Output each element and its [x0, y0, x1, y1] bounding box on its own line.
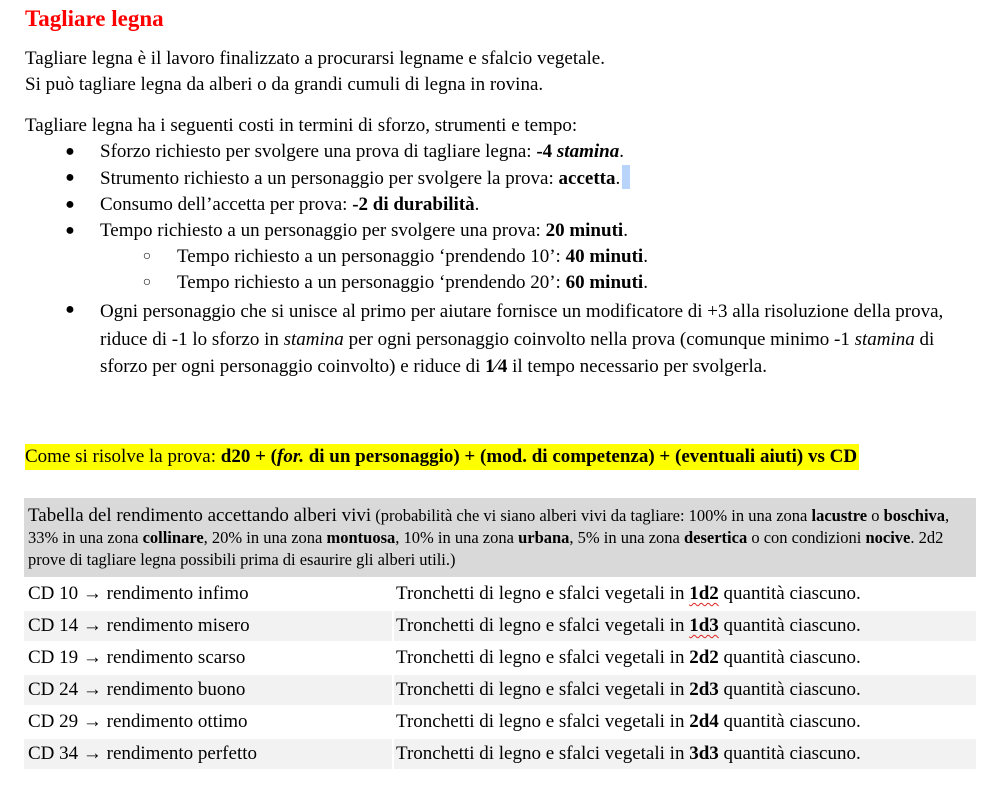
costs-list — [0, 139, 1000, 381]
yield-table — [24, 498, 976, 769]
yield-cell: Tronchetti di legno e sfalci vegetali in 1d3 quantità ciascuno. — [394, 611, 976, 641]
dice-value: 1d2 — [689, 583, 719, 604]
cost-subitem-take10: ○ Tempo richiesto a un personaggio ‘prendendo 10’: 40 minuti. — [0, 244, 1000, 270]
text-selection-caret — [622, 165, 630, 189]
yield-cell: Tronchetti di legno e sfalci vegetali in 2d4 quantità ciascuno. — [396, 711, 861, 732]
cd-cell: CD 34 → rendimento perfetto — [24, 739, 392, 769]
table-row — [24, 739, 976, 769]
dice-value: 1d3 — [689, 615, 719, 636]
bullet-icon: ● — [65, 196, 75, 213]
dice-value: 2d3 — [689, 679, 719, 700]
intro-line-1: Tagliare legna è il lavoro finalizzato a procurarsi legname e sfalcio vegetale. — [25, 48, 605, 69]
table-row — [24, 611, 976, 641]
table-row — [24, 643, 976, 673]
intro-line-2: Si può tagliare legna da alberi o da grandi cumuli di legna in rovina. — [25, 74, 544, 95]
cost-item-tool: ● Strumento richiesto a un personaggio per svolgere la prova: accetta. — [0, 165, 1000, 192]
resolution-formula: Come si risolve la prova: d20 + (for. di un personaggio) + (mod. di competenza) + (eventuali aiuti) vs CD — [25, 444, 859, 470]
cd-cell: CD 24 → rendimento buono — [24, 675, 392, 705]
hollow-bullet-icon: ○ — [142, 275, 152, 290]
yield-cell: Tronchetti di legno e sfalci vegetali in 1d2 quantità ciascuno. — [396, 583, 861, 604]
dice-value: 2d2 — [689, 647, 719, 668]
yield-cell: Tronchetti di legno e sfalci vegetali in 2d2 quantità ciascuno. — [396, 647, 861, 668]
table-row — [24, 707, 976, 737]
bullet-icon: ● — [65, 301, 75, 318]
bullet-icon: ● — [65, 143, 75, 160]
dice-value: 2d4 — [689, 711, 719, 732]
page-title: Tagliare legna — [25, 6, 164, 31]
cd-cell: CD 29 → rendimento ottimo — [28, 711, 248, 732]
bullet-icon: ● — [65, 169, 75, 186]
cost-item-effort: ● Sforzo richiesto per svolgere una prova di tagliare legna: -4 stamina. — [0, 139, 1000, 165]
cd-cell: CD 14 → rendimento misero — [24, 611, 392, 641]
cost-item-durability: ● Consumo dell’accetta per prova: -2 di durabilità. — [0, 192, 1000, 218]
yield-cell: Tronchetti di legno e sfalci vegetali in 2d3 quantità ciascuno. — [394, 675, 976, 705]
costs-lead: Tagliare legna ha i seguenti costi in termini di sforzo, strumenti e tempo: — [25, 115, 578, 136]
cost-subitem-take20: ○ Tempo richiesto a un personaggio ‘prendendo 20’: 60 minuti. — [0, 270, 1000, 296]
table-row — [24, 579, 976, 609]
cd-cell: CD 19 → rendimento scarso — [28, 647, 246, 668]
yield-cell: Tronchetti di legno e sfalci vegetali in 3d3 quantità ciascuno. — [394, 739, 976, 769]
cd-cell: CD 10 → rendimento infimo — [28, 583, 249, 604]
hollow-bullet-icon: ○ — [142, 249, 152, 264]
bullet-icon: ● — [65, 222, 75, 239]
cost-item-helpers: ● Ogni personaggio che si unisce al primo per aiutare fornisce un modificatore di +3 alla risoluzione della prova, riduce di -1 lo sforzo in stamina per ogni personaggio coinvolto nella prova (comunque minimo -1 stamina di sforzo per ogni personaggio coinvolto) e riduce di 1⁄4 il tempo necessario per svolgerla. — [0, 296, 1000, 381]
yield-table-header: Tabella del rendimento accettando alberi vivi (probabilità che vi siano alberi vivi da tagliare: 100% in una zona lacustre o boschiva, 33% in una zona collinare, 20% in una zona montuosa, 10% in una zona urbana, 5% in una zona desertica o con condizioni nocive. 2d2 prove di tagliare legna possibili prima di esaurire gli alberi utili.) — [24, 498, 976, 577]
table-row — [24, 675, 976, 705]
dice-value: 3d3 — [689, 743, 719, 764]
cost-item-time: ● Tempo richiesto a un personaggio per svolgere una prova: 20 minuti. — [0, 218, 1000, 244]
